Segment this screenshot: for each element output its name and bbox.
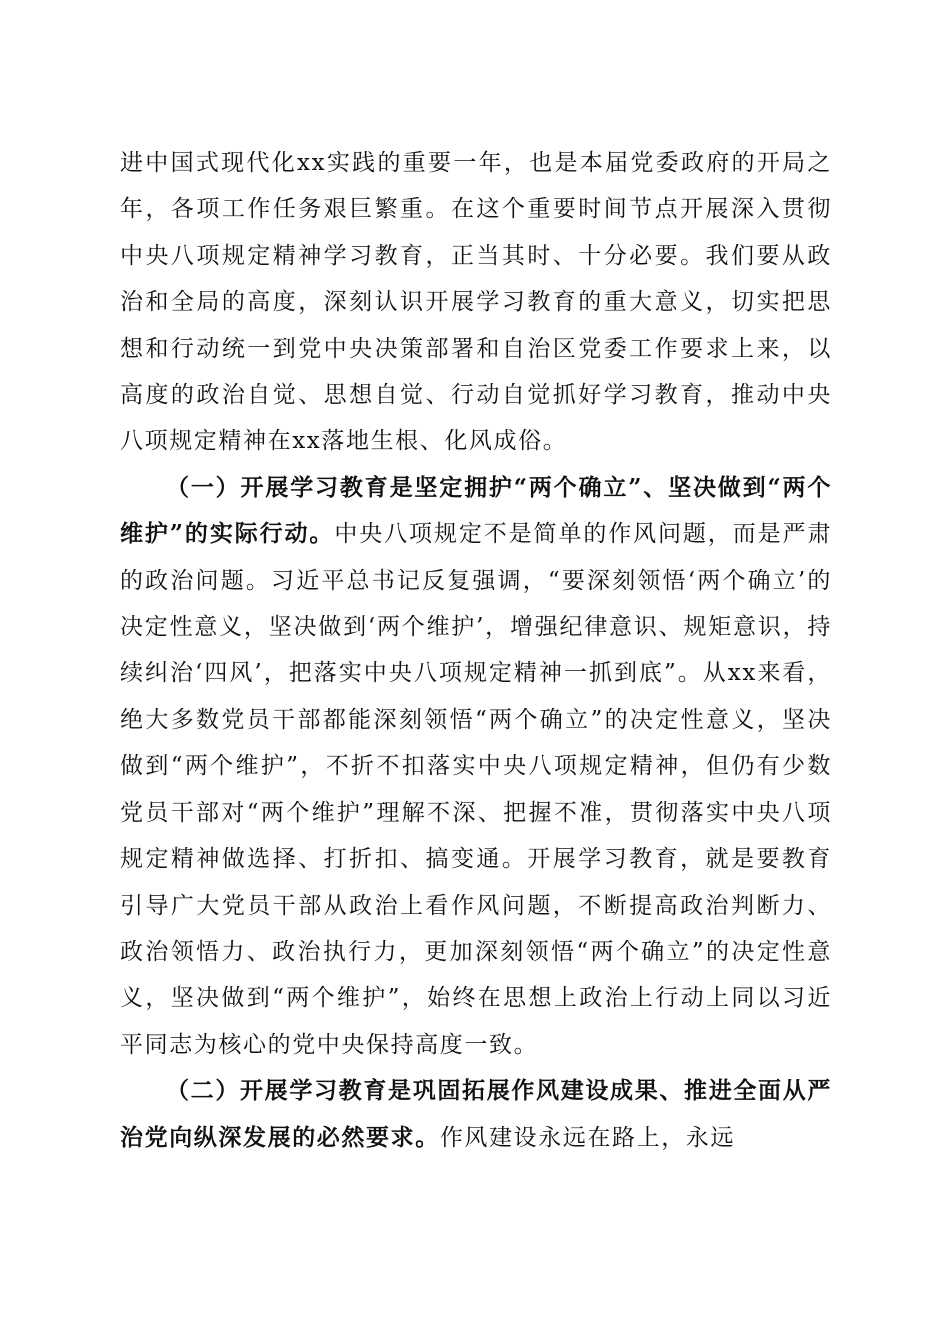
paragraph-section-1 xyxy=(120,465,832,1068)
section-2-body: 作风建设永远在路上，永远 xyxy=(439,1124,736,1151)
paragraph-intro xyxy=(120,140,832,465)
section-1-heading: （一）开展学习教育是坚定拥护“两个确立”、坚决做到“两个维护”的实际行动。 xyxy=(120,473,832,548)
paragraph-section-2 xyxy=(120,1068,832,1161)
document-body xyxy=(120,140,832,1161)
section-1-body: 中央八项规定不是简单的作风问题，而是严肃的政治问题。习近平总书记反复强调，“要深刻领悟‘两个确立’的决定性意义，坚决做到‘两个维护’，增强纪律意识、规矩意识，持续纠治‘四风’，把落实中央八项规定精神一抓到底”。从xx来看，绝大多数党员干部都能深刻领悟“两个确立”的决定性意义，坚决做到“两个维护”，不折不扣落实中央八项规定精神，但仍有少数党员干部对“两个维护”理解不深、把握不准，贯彻落实中央八项规定精神做选择、打折扣、搞变通。开展学习教育，就是要教育引导广大党员干部从政治上看作风问题，不断提高政治判断力、政治领悟力、政治执行力，更加深刻领悟“两个确立”的决定性意义，坚决做到“两个维护”，始终在思想上政治上行动上同以习近平同志为核心的党中央保持高度一致。 xyxy=(120,521,833,1058)
paragraph-body: 进中国式现代化xx实践的重要一年，也是本届党委政府的开局之年，各项工作任务艰巨繁重。在这个重要时间节点开展深入贯彻中央八项规定精神学习教育，正当其时、十分必要。我们要从政治和全局的高度，深刻认识开展学习教育的重大意义，切实把思想和行动统一到党中央决策部署和自治区党委工作要求上来，以高度的政治自觉、思想自觉、行动自觉抓好学习教育，推动中央八项规定精神在xx落地生根、化风成俗。 xyxy=(120,150,832,455)
section-2-heading: （二）开展学习教育是巩固拓展作风建设成果、推进全面从严治党向纵深发展的必然要求。 xyxy=(120,1077,832,1151)
